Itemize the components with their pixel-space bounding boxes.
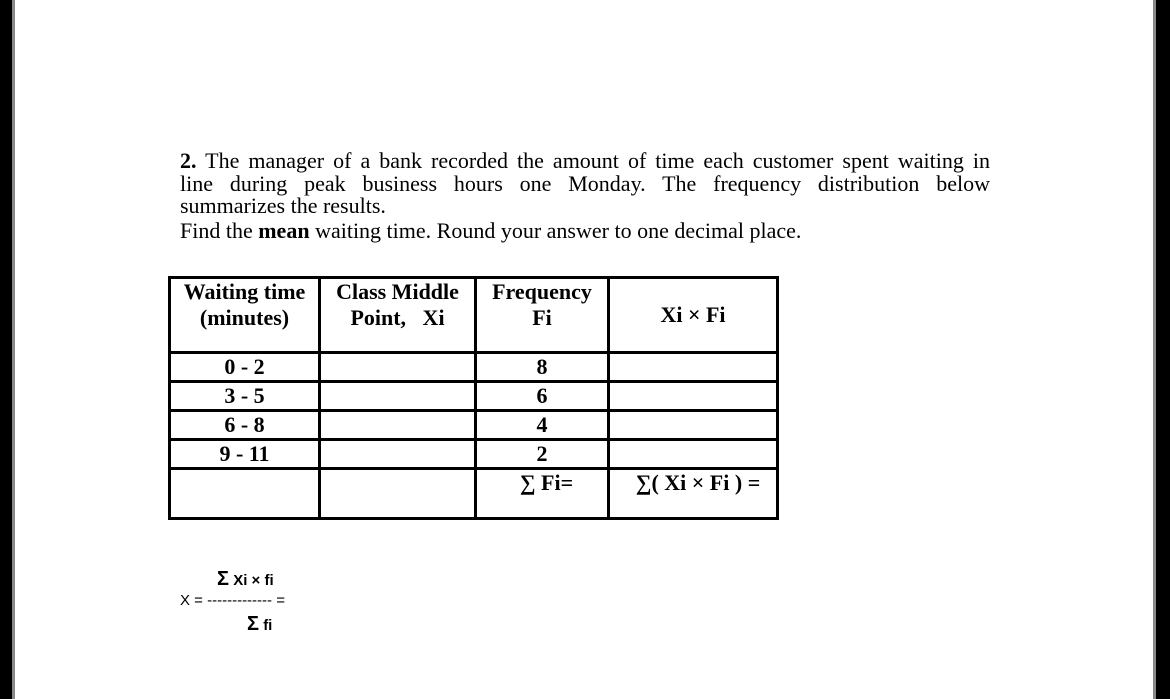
right-page-edge: [1153, 0, 1156, 699]
cell-frequency: 2: [476, 440, 609, 469]
mean-emphasis: mean: [258, 218, 310, 243]
sum-product[interactable]: ∑( Xi × Fi ) =: [609, 469, 778, 519]
cell-midpoint[interactable]: [320, 411, 476, 440]
cell-midpoint[interactable]: [320, 440, 476, 469]
question-line-1: 2. The manager of a bank recorded the amount of time each customer spent waiting in: [180, 148, 990, 173]
table-header-row: [170, 278, 778, 353]
cell-midpoint[interactable]: [320, 353, 476, 382]
question-instruction: Find the mean waiting time. Round your answer to one decimal place.: [180, 218, 802, 243]
cell-sum-empty-2: [320, 469, 476, 519]
sum-frequency[interactable]: ∑ Fi=: [476, 469, 609, 519]
formula-denominator: Σ fi: [247, 613, 273, 635]
table-row: [170, 353, 778, 382]
cell-midpoint[interactable]: [320, 382, 476, 411]
cell-interval: 3 - 5: [170, 382, 320, 411]
formula-fraction-line: X = ------------- =: [180, 592, 285, 609]
cell-frequency: 8: [476, 353, 609, 382]
cell-interval: 9 - 11: [170, 440, 320, 469]
cell-interval: 6 - 8: [170, 411, 320, 440]
cell-frequency: 4: [476, 411, 609, 440]
formula-numerator: Σ Xi × fi: [217, 568, 274, 590]
sigma-icon: Σ: [247, 613, 260, 635]
header-frequency: Frequency Fi: [476, 278, 609, 353]
left-dark-border: [0, 0, 12, 699]
question-line-3: summarizes the results.: [180, 193, 386, 218]
cell-interval: 0 - 2: [170, 353, 320, 382]
header-class-middle: Class Middle Point, Xi: [320, 278, 476, 353]
cell-product[interactable]: [609, 353, 778, 382]
question-number: 2.: [180, 148, 197, 173]
question-text: [180, 148, 990, 244]
frequency-table: [168, 276, 779, 520]
header-waiting-time: Waiting time (minutes): [170, 278, 320, 353]
table-row: [170, 382, 778, 411]
cell-product[interactable]: [609, 382, 778, 411]
right-dark-border: [1156, 0, 1170, 699]
cell-frequency: 6: [476, 382, 609, 411]
cell-product[interactable]: [609, 411, 778, 440]
table-sum-row: [170, 469, 778, 519]
question-line-2: line during peak business hours one Monday. The frequency distribution below: [180, 171, 990, 196]
left-page-edge: [12, 0, 15, 699]
table-row: [170, 440, 778, 469]
table-row: [170, 411, 778, 440]
cell-product[interactable]: [609, 440, 778, 469]
sigma-icon: Σ: [217, 568, 230, 590]
cell-sum-empty-1: [170, 469, 320, 519]
header-product: Xi × Fi: [609, 278, 778, 353]
